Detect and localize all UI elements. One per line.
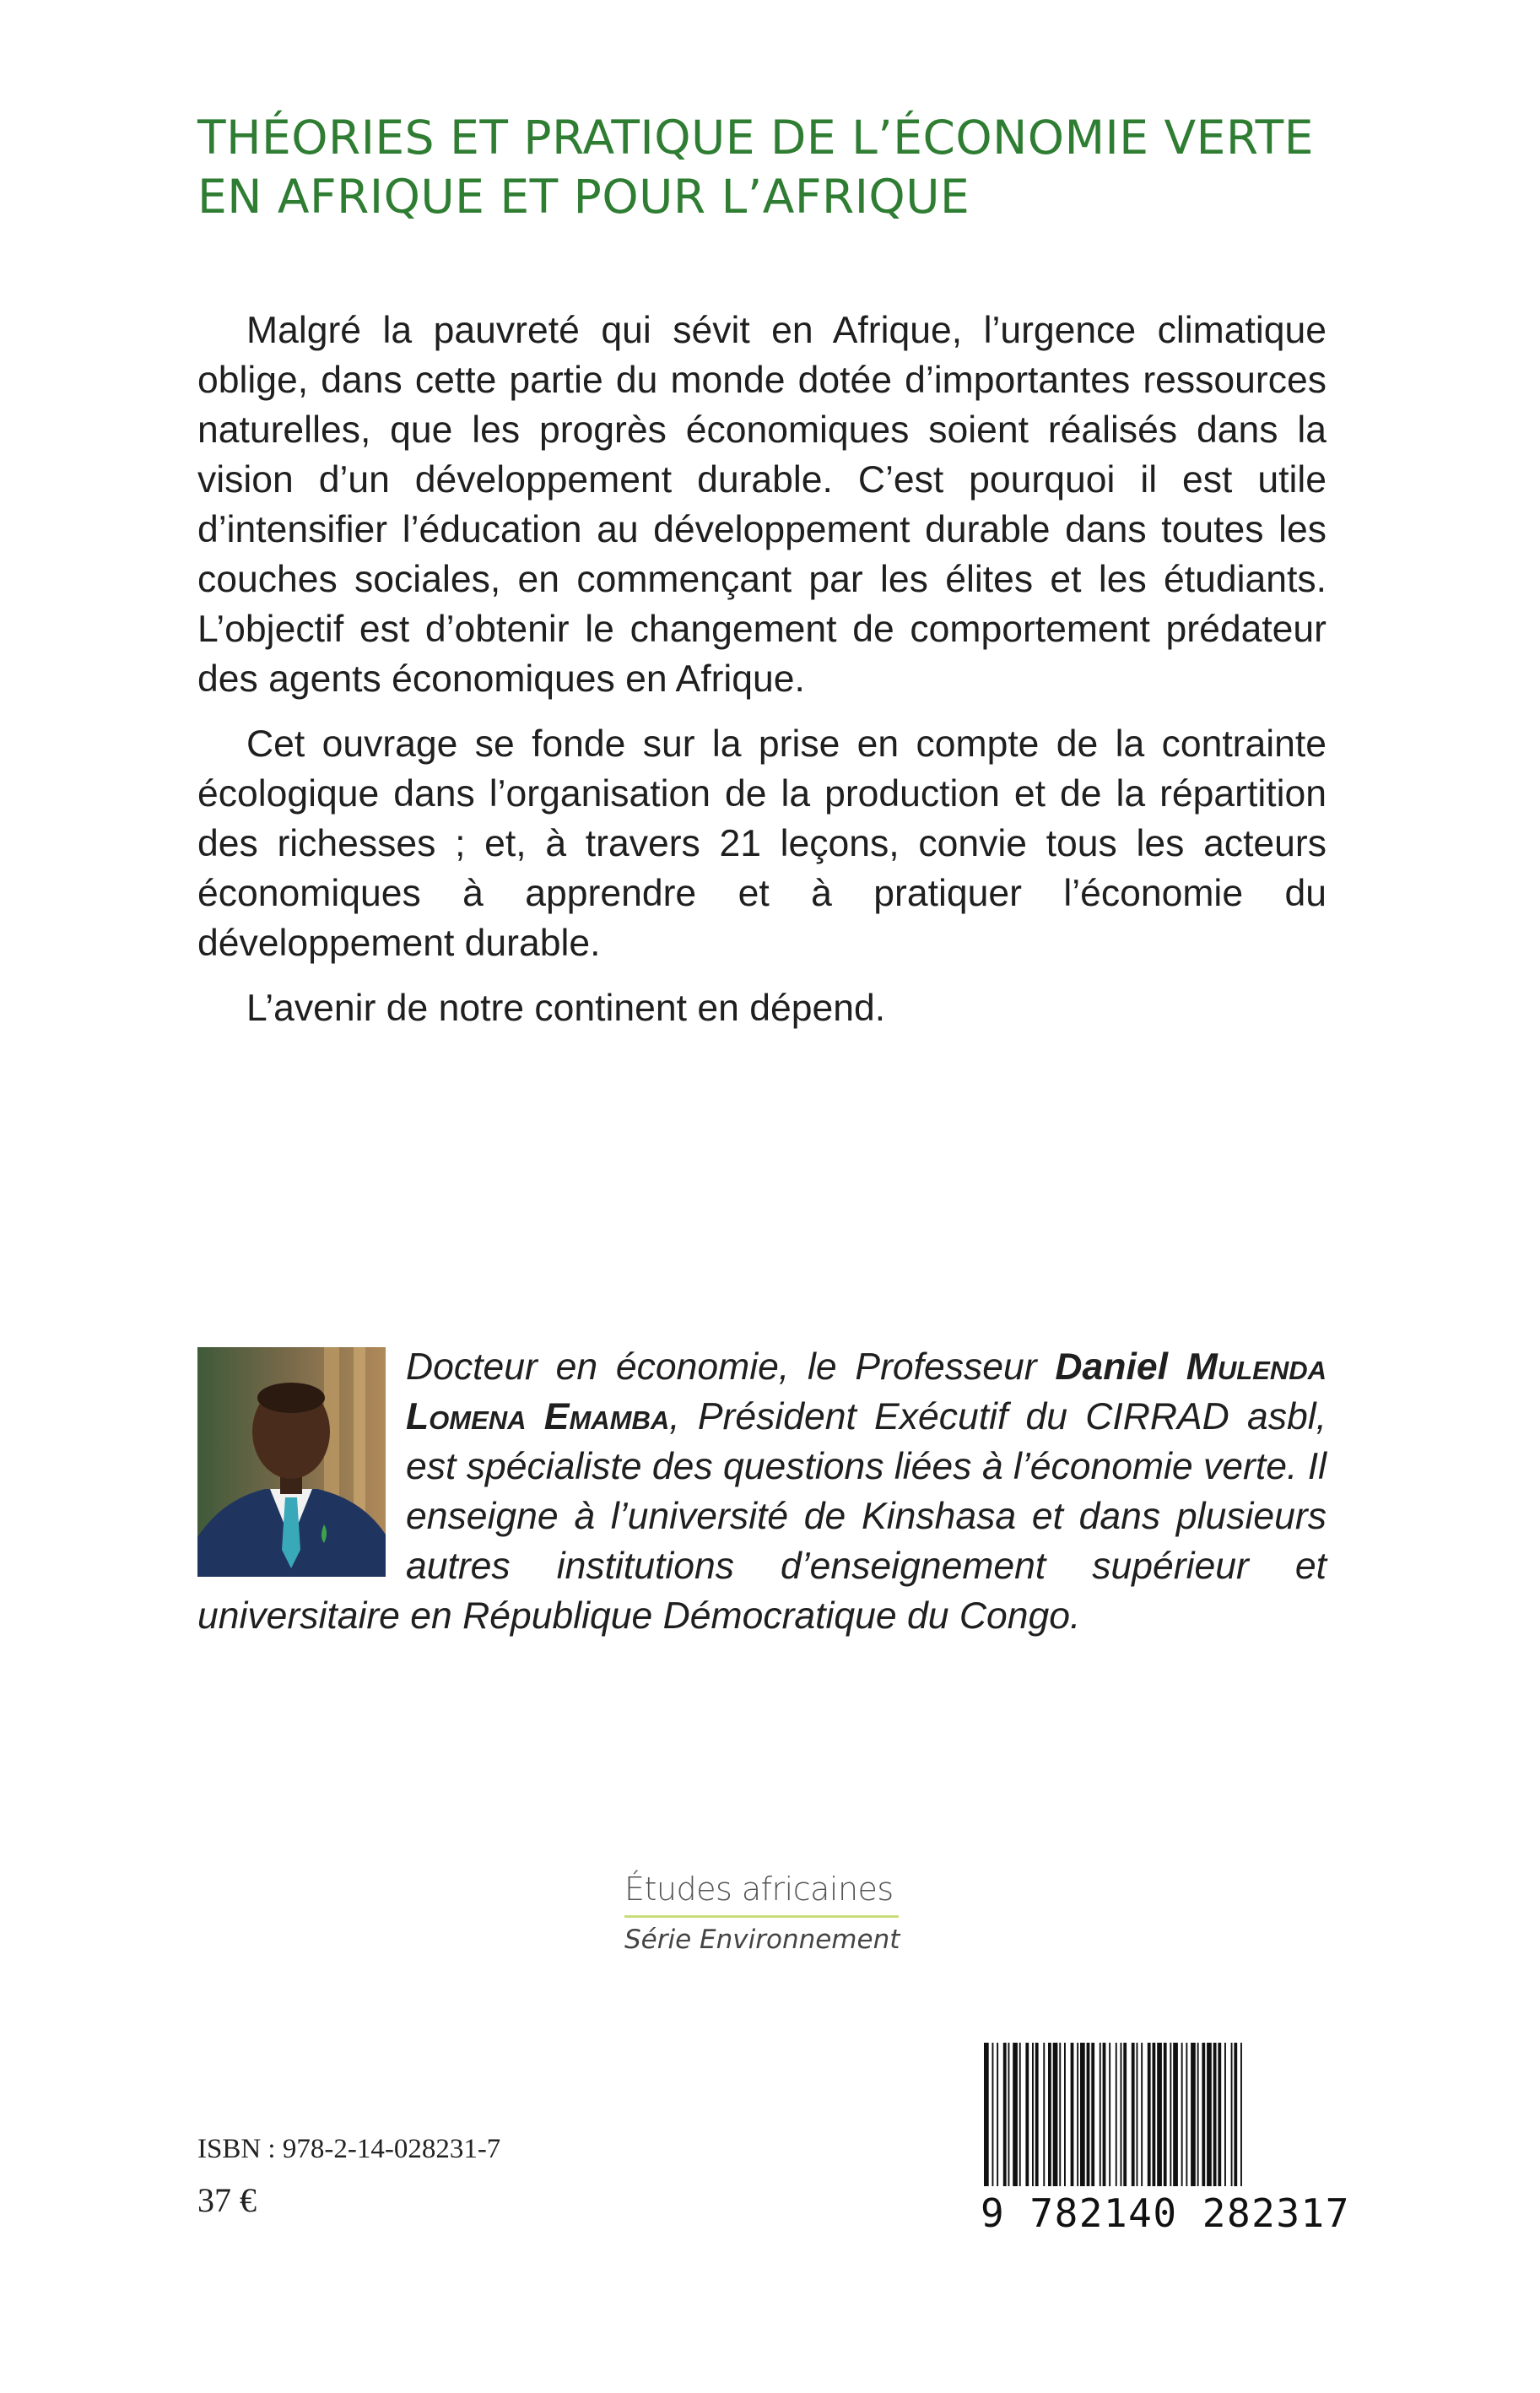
barcode-bar — [1123, 2043, 1127, 2186]
author-bio-prefix: Docteur en économie, le Professeur — [406, 1346, 1056, 1388]
barcode-bar — [1080, 2043, 1085, 2186]
blurb-paragraph-3: L’avenir de notre continent en dépend. — [246, 988, 886, 1029]
barcode-bar — [1240, 2043, 1242, 2186]
book-title — [197, 108, 1396, 226]
barcode-bar — [1218, 2043, 1221, 2186]
barcode-bar — [1032, 2043, 1034, 2186]
barcode-bar — [1191, 2043, 1196, 2186]
barcode-bar — [1043, 2043, 1045, 2186]
barcode-bar — [1053, 2043, 1058, 2186]
book-title-line-1: THÉORIES ET PRATIQUE DE L’ÉCONOMIE VERTE — [197, 111, 1314, 165]
barcode-bar — [1103, 2043, 1106, 2186]
barcode-bar — [1087, 2043, 1090, 2186]
author-surname: Mulenda Lomena Emamba — [406, 1346, 1327, 1437]
barcode-bar — [1173, 2043, 1178, 2186]
barcode-bar — [1132, 2043, 1135, 2186]
barcode-bar — [1048, 2043, 1051, 2186]
barcode-bar — [1071, 2043, 1074, 2186]
author-first-name: Daniel — [1055, 1346, 1168, 1388]
subseries-name: Série Environnement — [624, 1925, 900, 1955]
barcode-bar — [1064, 2043, 1066, 2186]
barcode-bar — [992, 2043, 994, 2186]
blurb-paragraph-1: Malgré la pauvreté qui sévit en Afrique, l’urgence climatique oblige, dans cette partie du monde dotée d’importantes ressources naturelles, que les progrès économiques soient réalisés dans la vision d’un développement durable. C’est pourquoi il est utile d’intensifier l’éducation au développement durable dans toutes les couches sociales, en commençant par les élites et les étudiants. L’objectif est d’obtenir le changement de comportement prédateur des agents économiques en Afrique. — [197, 310, 1327, 700]
barcode-bar — [1148, 2043, 1151, 2186]
barcode-bar — [1153, 2043, 1156, 2186]
barcode-bar — [984, 2043, 989, 2186]
barcode-bar — [1164, 2043, 1167, 2186]
isbn-text: ISBN : 978-2-14-028231-7 — [197, 2134, 501, 2164]
barcode-bar — [1025, 2043, 1029, 2186]
barcode-bar — [1202, 2043, 1205, 2186]
barcode-bar — [1234, 2043, 1237, 2186]
barcode-bar — [1186, 2043, 1187, 2186]
barcode-bar — [1003, 2043, 1007, 2186]
barcode-bar — [1035, 2043, 1039, 2186]
series-label — [624, 1870, 903, 1957]
barcode-bar — [1197, 2043, 1199, 2186]
barcode-bar — [1109, 2043, 1110, 2186]
barcode-bar — [1170, 2043, 1171, 2186]
barcode-bar — [1157, 2043, 1162, 2186]
collection-name: Études africaines — [624, 1871, 894, 1908]
author-section — [197, 1342, 1327, 1641]
barcode-bar — [1008, 2043, 1010, 2186]
barcode-bar — [1077, 2043, 1078, 2186]
series-divider — [624, 1915, 899, 1918]
barcode-bar — [1181, 2043, 1183, 2186]
barcode-bar — [1207, 2043, 1212, 2186]
barcode-bar — [1141, 2043, 1143, 2186]
price-text: 37 € — [197, 2181, 257, 2219]
author-photo — [197, 1347, 386, 1577]
blurb-paragraph-2: Cet ouvrage se fonde sur la prise en compte de la contrainte écologique dans l’organisation de la production et de la répartition des richesses ; et, à travers 21 leçons, convie tous les acteurs économiques à apprendre et à pratiquer l’économie du développement durable. — [197, 723, 1327, 964]
barcode-bar — [1019, 2043, 1021, 2186]
barcode-bar — [1091, 2043, 1094, 2186]
barcode-bar — [1059, 2043, 1061, 2186]
author-bio-suffix: , Président Exécutif du CIRRAD asbl, est spécialiste des questions liées à l’économie verte. Il enseigne à l’université de Kinshasa et dans plusieurs autres institutions d’enseignement supérieur et universitaire en République Démocratique du Congo. — [197, 1396, 1327, 1637]
barcode-icon — [981, 2043, 1331, 2186]
back-cover-blurb — [197, 306, 1327, 1048]
barcode-bar — [1213, 2043, 1217, 2186]
barcode-bar — [1121, 2043, 1122, 2186]
barcode-bar — [1013, 2043, 1018, 2186]
barcode-bar — [997, 2043, 998, 2186]
barcode-bar — [1231, 2043, 1233, 2186]
author-portrait-icon — [197, 1347, 386, 1577]
barcode-digits: 9 782140 282317 — [981, 2190, 1350, 2236]
book-title-line-2: EN AFRIQUE ET POUR L’AFRIQUE — [197, 170, 970, 224]
barcode-bar — [1224, 2043, 1226, 2186]
barcode-bar — [1137, 2043, 1138, 2186]
barcode-bar — [1116, 2043, 1117, 2186]
barcode-bar — [1100, 2043, 1101, 2186]
